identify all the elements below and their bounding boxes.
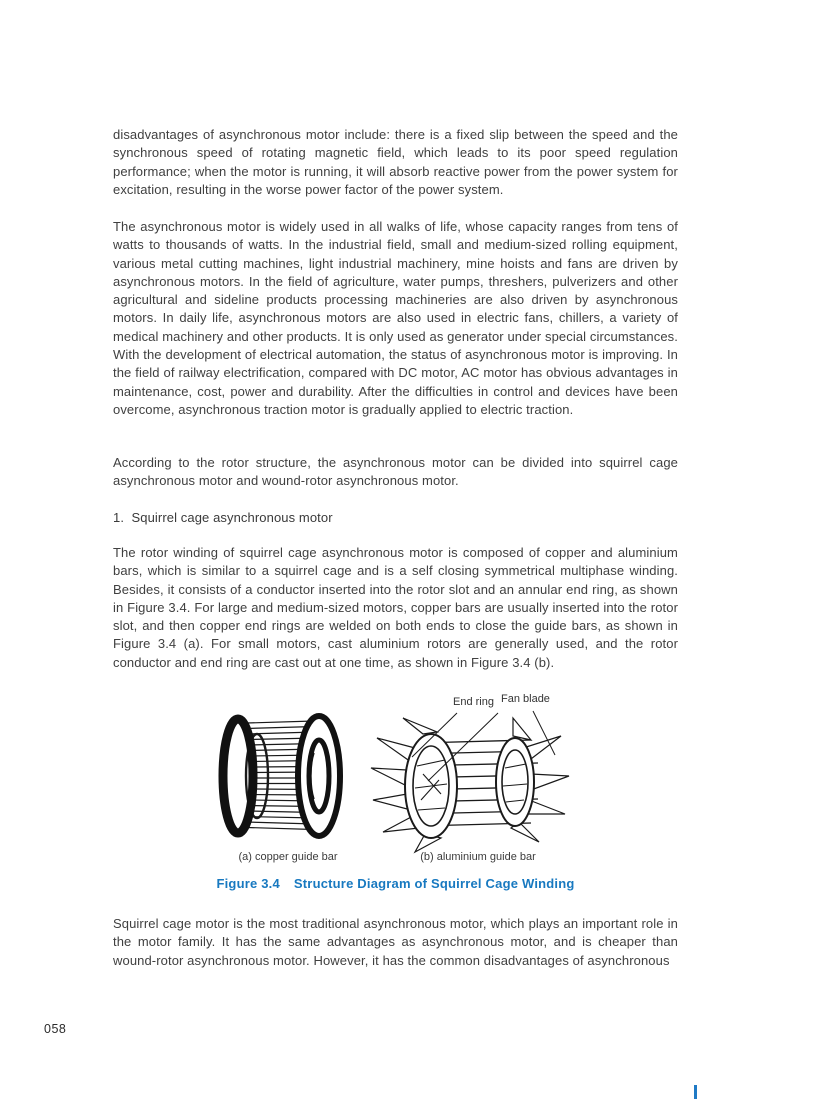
subcaption-aluminium-guide-bar: (b) aluminium guide bar — [420, 851, 536, 863]
figure-leader-lines — [113, 693, 678, 875]
page-number: 058 — [44, 1022, 67, 1036]
paragraph-disadvantages: disadvantages of asynchronous motor include: there is a fixed slip between the speed and the synchronous speed of rotating magnetic field, which leads to its poor speed regulation performance; when the motor is running, it will absorb reactive power from the power system for excitation, resulting in the worse power factor of the power system. — [113, 127, 678, 197]
figure-label-end-ring: End ring — [453, 696, 494, 708]
figure-label-fan-blade: Fan blade — [501, 693, 550, 705]
paragraph-applications: The asynchronous motor is widely used in all walks of life, whose capacity ranges from tens of watts to thousands of watts. In the industrial field, small and medium-sized rolling equipment, various metal cutting machines, light industrial machinery, mine hoists and fans are driven by asynchronous motors. In the field of agriculture, water pumps, threshers, pulverizers and other agricultural and sideline products processing machineries are also driven by asynchronous motors. In daily life, asynchronous motors are also used in electric fans, chillers, a variety of medical machinery and other products. It is only used as generator under special circumstances. With the development of electrical automation, the status of asynchronous motor is improving. In the field of railway electrification, compared with DC motor, AC motor has obvious advantages in maintenance, cost, power and durability. After the difficulties in control and devices have been overcome, asynchronous traction motor is gradually applied to electric traction. — [113, 219, 678, 417]
section-heading-squirrel-cage: 1. Squirrel cage asynchronous motor — [113, 510, 333, 525]
text-cursor-marker — [694, 1085, 697, 1099]
paragraph-rotor-winding: The rotor winding of squirrel cage asynchronous motor is composed of copper and aluminium bars, which is similar to a squirrel cage and is a self closing symmetrical multiphase winding. Besides, it consists of a conductor inserted into the rotor slot and an annular end ring, as shown in Figure 3.4. For large and medium-sized motors, copper bars are usually inserted into the rotor slot, and then copper end rings are welded on both ends to close the guide bars, as shown in Figure 3.4 (a). For small motors, cast aluminium rotors are generally used, and the rotor conductor and end ring are cast out at one time, as shown in Figure 3.4 (b). — [113, 545, 678, 670]
figure-caption — [113, 876, 678, 891]
paragraph-rotor-structure: According to the rotor structure, the asynchronous motor can be divided into squirrel cage asynchronous motor and wound-rotor asynchronous motor. — [113, 455, 678, 489]
figure-squirrel-cage-winding — [113, 693, 678, 875]
figure-caption-number: Figure 3.4 — [216, 876, 280, 891]
subcaption-copper-guide-bar: (a) copper guide bar — [238, 851, 338, 863]
figure-caption-title: Structure Diagram of Squirrel Cage Winding — [293, 876, 575, 891]
paragraph-squirrel-cage-summary: Squirrel cage motor is the most traditional asynchronous motor, which plays an important role in the motor family. It has the same advantages as asynchronous motor, and is cheaper than wound-rotor asynchronous motor. However, it has the common disadvantages of asynchronous — [113, 916, 678, 968]
